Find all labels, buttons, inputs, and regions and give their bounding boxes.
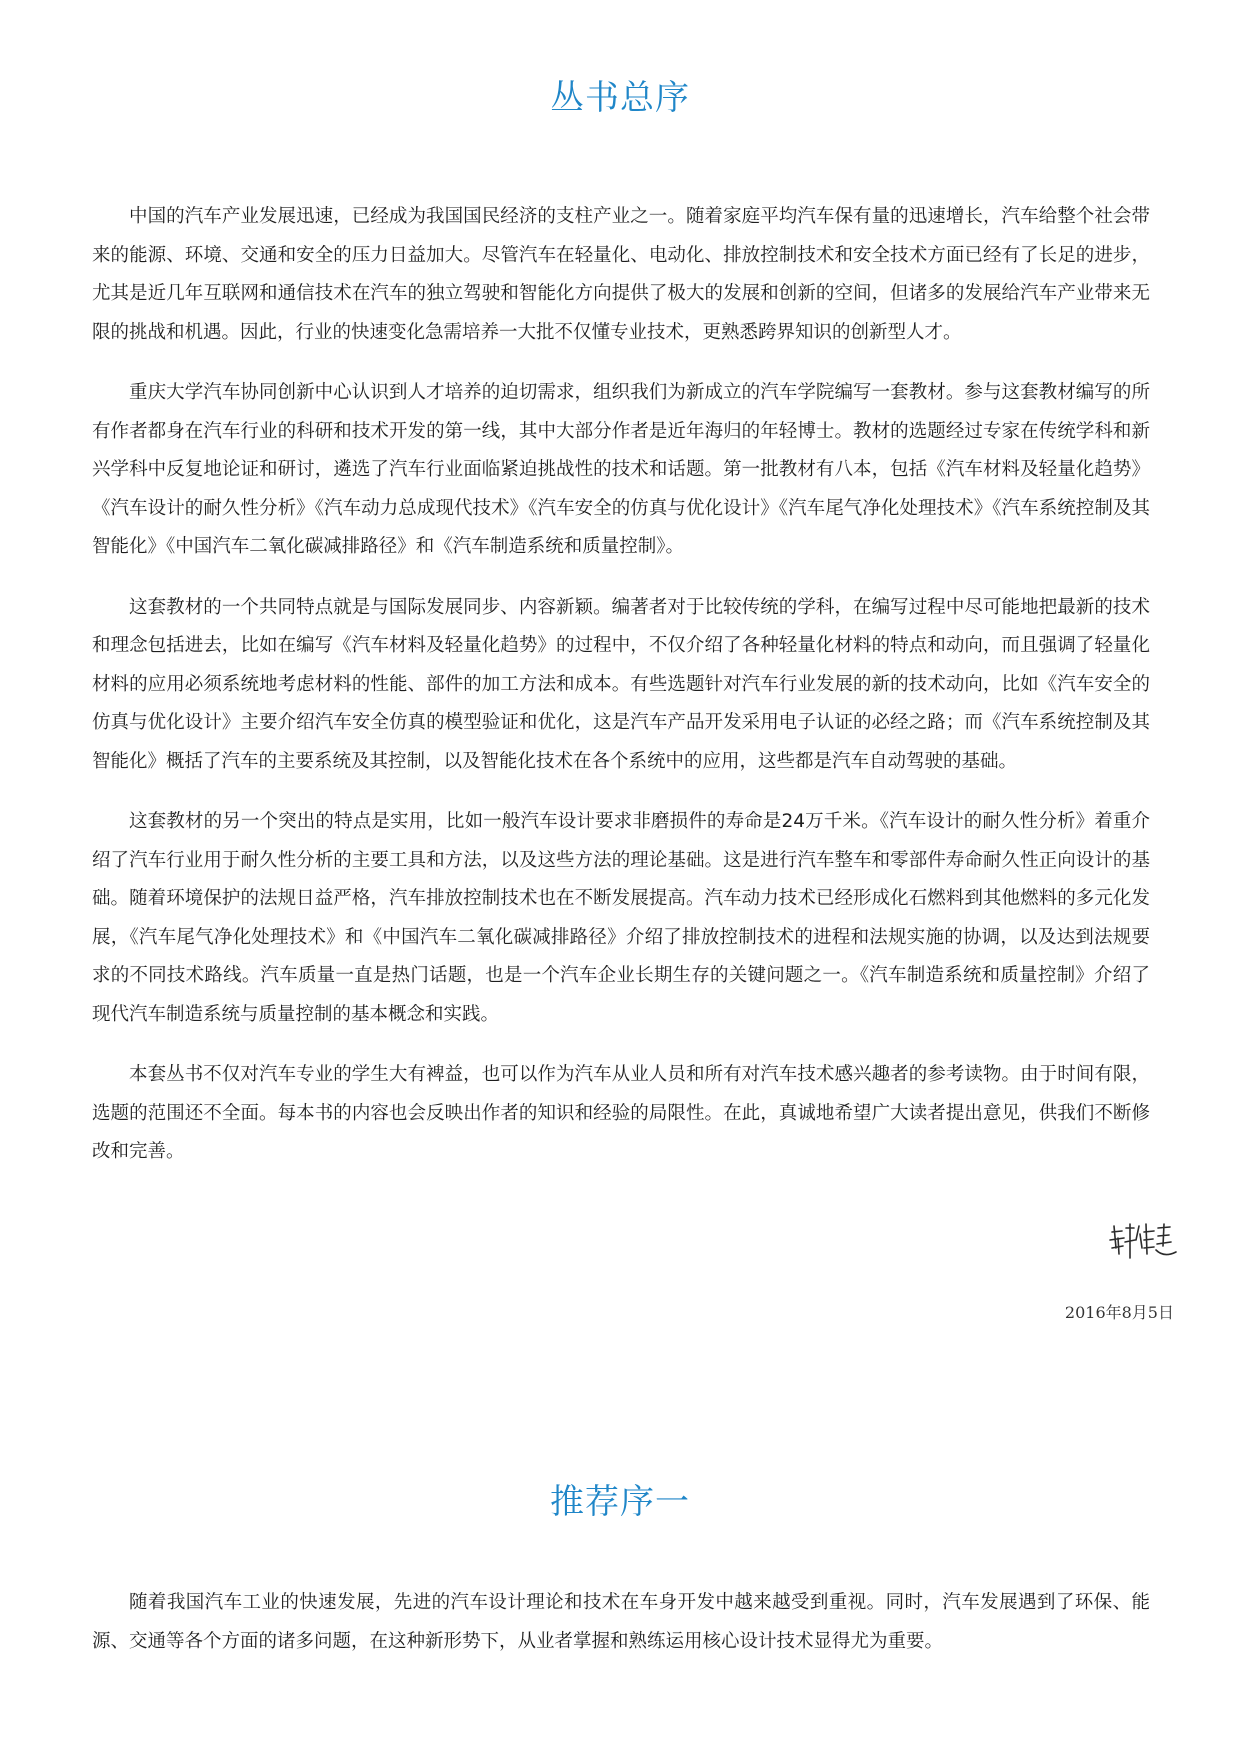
paragraph: 随着我国汽车工业的快速发展，先进的汽车设计理论和技术在车身开发中越来越受到重视。同时，汽车发展遇到了环保、能源、交通等各个方面的诸多问题，在这种新形势下，从业者掌握和熟练运用核心设计技术显得尤为重要。 <box>92 1592 1150 1652</box>
recommendation-preface-body <box>92 1584 1150 1683</box>
paragraph: 这套教材的一个共同特点就是与国际发展同步、内容新颖。编著者对于比较传统的学科，在编写过程中尽可能地把最新的技术和理念包括进去，比如在编写《汽车材料及轻量化趋势》的过程中，不仅介绍了各种轻量化材料的特点和动向，而且强调了轻量化材料的应用必须系统地考虑材料的性能、部件的加工方法和成本。有些选题针对汽车行业发展的新的技术动向，比如《汽车安全的仿真与优化设计》主要介绍汽车安全仿真的模型验证和优化，这是汽车产品开发采用电子认证的必经之路；而《汽车系统控制及其智能化》概括了汽车的主要系统及其控制，以及智能化技术在各个系统中的应用，这些都是汽车自动驾驶的基础。 <box>92 596 1150 772</box>
paragraph: 本套丛书不仅对汽车专业的学生大有裨益，也可以作为汽车从业人员和所有对汽车技术感兴趣者的参考读物。由于时间有限，选题的范围还不全面。每本书的内容也会反映出作者的知识和经验的局限性。在此，真诚地希望广大读者提出意见，供我们不断修改和完善。 <box>92 1064 1150 1162</box>
handwritten-signature <box>1106 1218 1180 1264</box>
paragraph: 中国的汽车产业发展迅速，已经成为我国国民经济的支柱产业之一。随着家庭平均汽车保有量的迅速增长，汽车给整个社会带来的能源、环境、交通和安全的压力日益加大。尽管汽车在轻量化、电动化、排放控制技术和安全技术方面已经有了长足的进步，尤其是近几年互联网和通信技术在汽车的独立驾驶和智能化方向提供了极大的发展和创新的空间，但诸多的发展给汽车产业带来无限的挑战和机遇。因此，行业的快速变化急需培养一大批不仅懂专业技术，更熟悉跨界知识的创新型人才。 <box>92 206 1150 343</box>
paragraph: 这套教材的另一个突出的特点是实用，比如一般汽车设计要求非磨损件的寿命是24万千米。《汽车设计的耐久性分析》着重介绍了汽车行业用于耐久性分析的主要工具和方法，以及这些方法的理论基础。这是进行汽车整车和零部件寿命耐久性正向设计的基础。随着环境保护的法规日益严格，汽车排放控制技术也在不断发展提高。汽车动力技术已经形成化石燃料到其他燃料的多元化发展，《汽车尾气净化处理技术》和《中国汽车二氧化碳减排路径》介绍了排放控制技术的进程和法规实施的协调，以及达到法规要求的不同技术路线。汽车质量一直是热门话题，也是一个汽车企业长期生存的关键问题之一。《汽车制造系统和质量控制》介绍了现代汽车制造系统与质量控制的基本概念和实践。 <box>92 811 1150 1025</box>
series-preface-title: 丛书总序 <box>550 78 690 118</box>
preface-date: 2016年8月5日 <box>1064 1303 1174 1322</box>
series-preface-body <box>92 198 1150 1194</box>
paragraph: 重庆大学汽车协同创新中心认识到人才培养的迫切需求，组织我们为新成立的汽车学院编写一套教材。参与这套教材编写的所有作者都身在汽车行业的科研和技术开发的第一线，其中大部分作者是近年海归的年轻博士。教材的选题经过专家在传统学科和新兴学科中反复地论证和研讨，遴选了汽车行业面临紧迫挑战性的技术和话题。第一批教材有八本，包括《汽车材料及轻量化趋势》《汽车设计的耐久性分析》《汽车动力总成现代技术》《汽车安全的仿真与优化设计》《汽车尾气净化处理技术》《汽车系统控制及其智能化》《中国汽车二氧化碳减排路径》和《汽车制造系统和质量控制》。 <box>92 382 1150 557</box>
recommendation-preface-title: 推荐序一 <box>550 1482 690 1522</box>
